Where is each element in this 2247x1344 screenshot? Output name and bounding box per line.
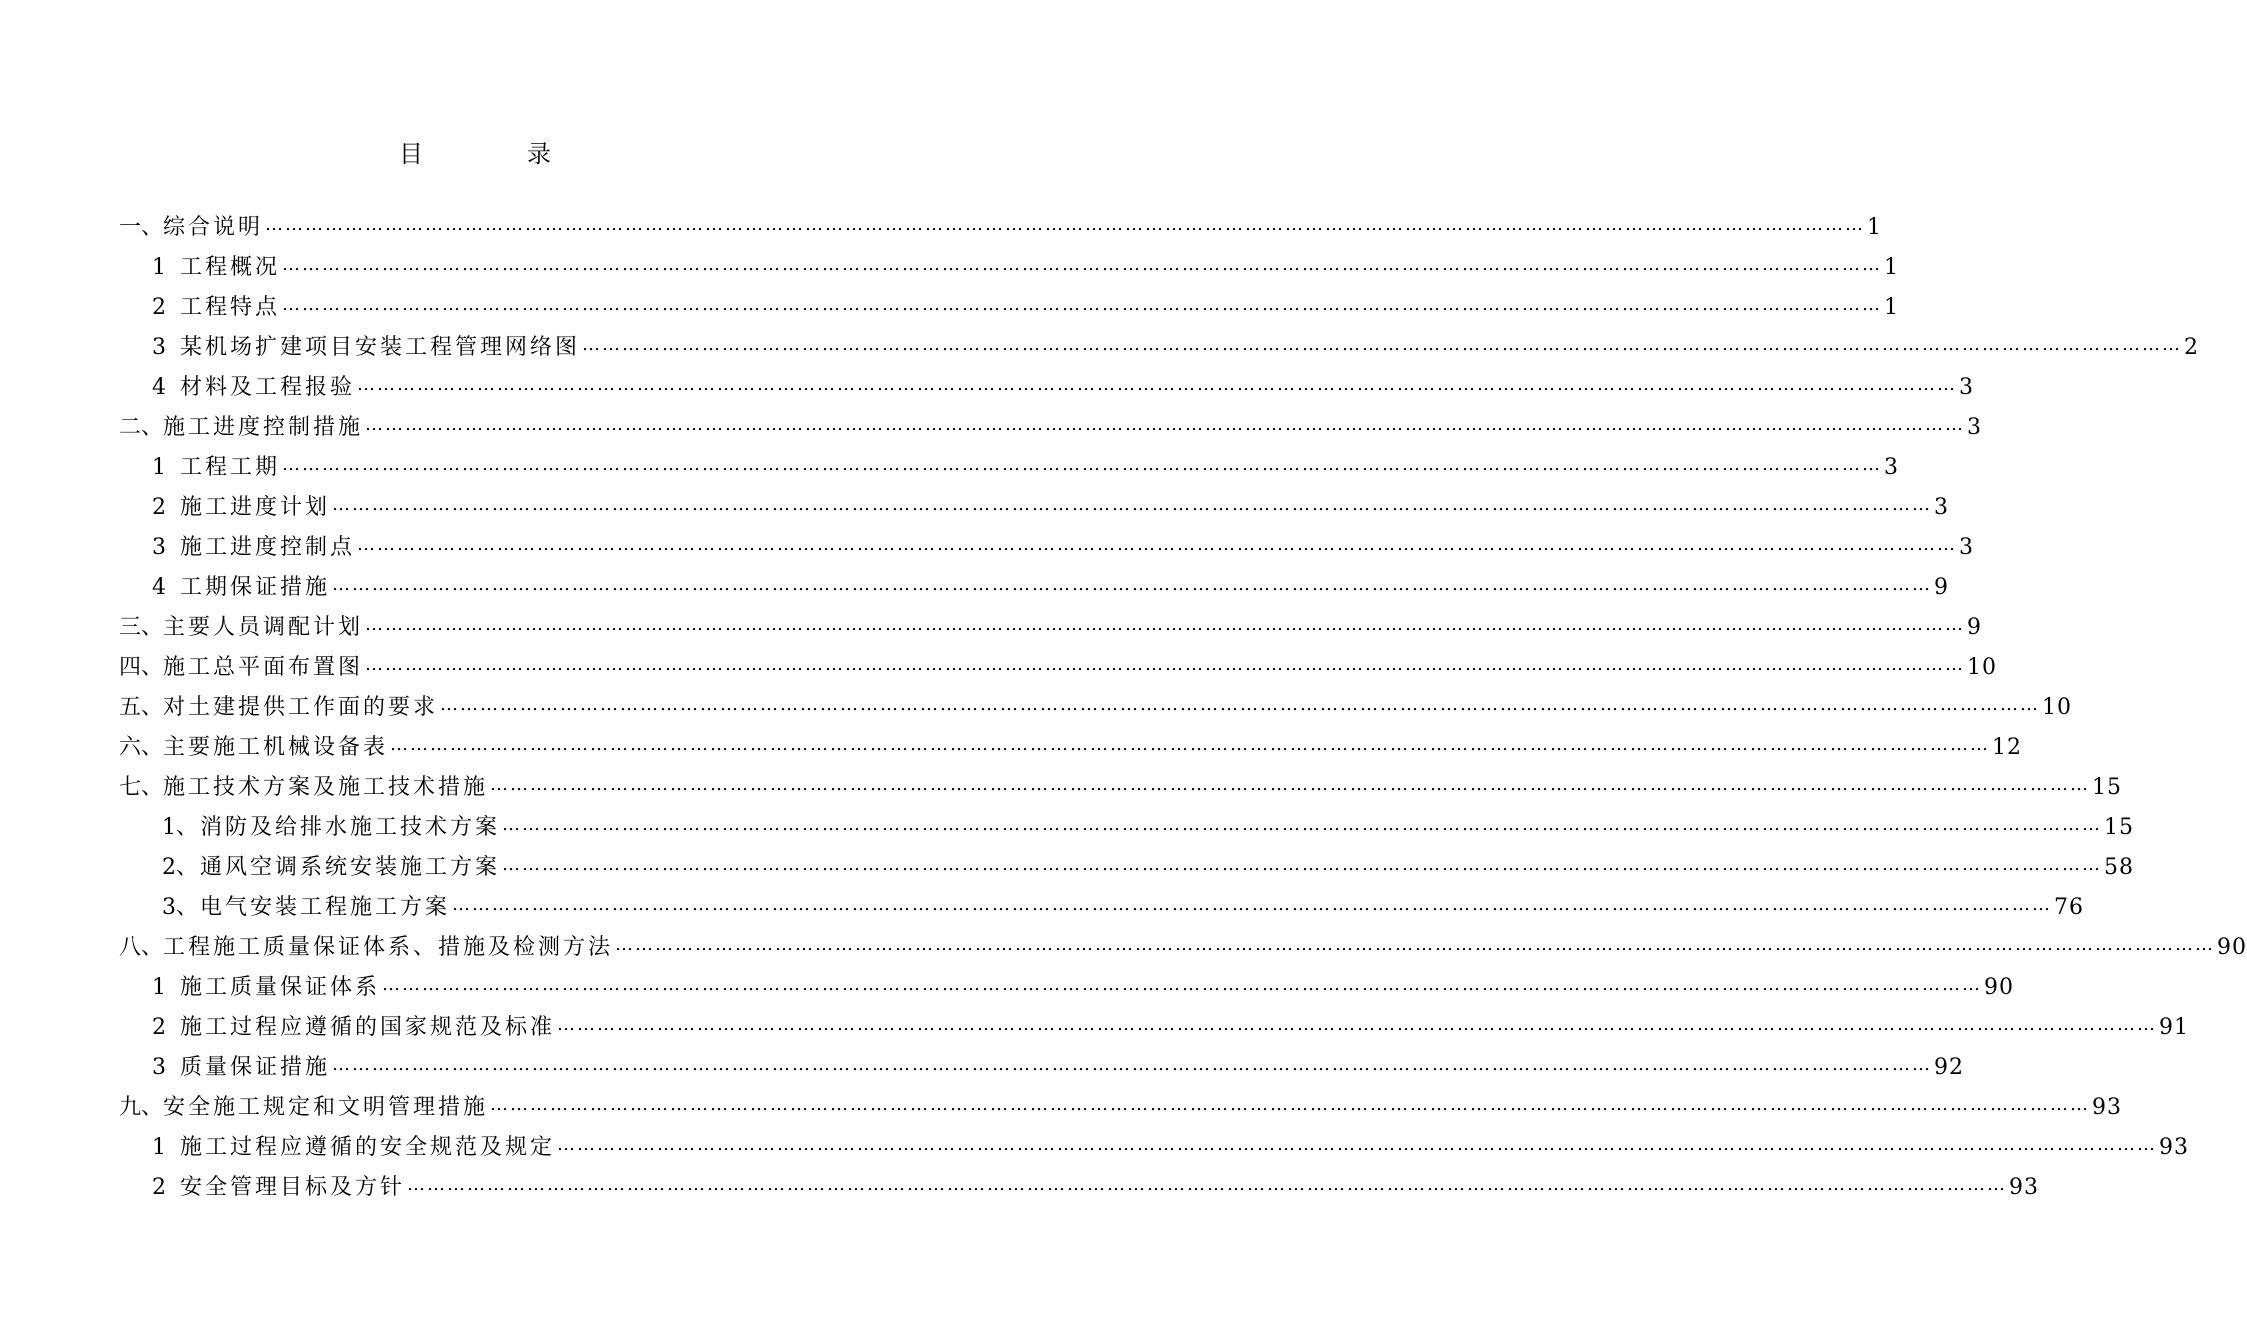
- toc-entry[interactable]: [119, 772, 2123, 804]
- toc-entry-title: 工期保证措施: [180, 575, 331, 600]
- toc-dot-leader: ……………………………………………………………………………………………………………………………………………………………………………………………………………………: [490, 774, 2091, 795]
- toc-dot-leader: ……………………………………………………………………………………………………………………………………………………………………………………………………………………: [282, 454, 1883, 475]
- toc-entry-page-number: 1: [1867, 215, 1883, 240]
- toc-entry-title: 工程概况: [180, 255, 281, 280]
- toc-entry-number: 2、: [162, 855, 198, 880]
- toc-entry-number: 六、: [119, 735, 164, 760]
- toc-entry-page-number: 76: [2054, 895, 2085, 920]
- toc-entry-page-number: 9: [1967, 615, 1983, 640]
- toc-entry-title: 施工过程应遵循的安全规范及规定: [180, 1135, 556, 1160]
- toc-dot-leader: ……………………………………………………………………………………………………………………………………………………………………………………………………………………: [332, 1054, 1933, 1075]
- toc-dot-leader: ……………………………………………………………………………………………………………………………………………………………………………………………………………………: [390, 734, 1991, 755]
- toc-entry-title: 工程施工质量保证体系、措施及检测方法: [163, 935, 614, 960]
- toc-entry-number: 四、: [119, 655, 164, 680]
- toc-dot-leader: ……………………………………………………………………………………………………………………………………………………………………………………………………………………: [382, 974, 1983, 995]
- toc-entry-page-number: 3: [1934, 495, 1950, 520]
- toc-entry-number: 1: [152, 1135, 166, 1160]
- toc-entry-title: 施工质量保证体系: [180, 975, 381, 1000]
- toc-entry-title: 工程工期: [180, 455, 281, 480]
- toc-entry-title: 施工总平面布置图: [163, 655, 364, 680]
- toc-entry[interactable]: [152, 492, 1950, 524]
- toc-entry-page-number: 3: [1967, 415, 1983, 440]
- toc-entry-page-number: 93: [2159, 1135, 2190, 1160]
- toc-entry[interactable]: [162, 892, 2085, 924]
- toc-entry-number: 三、: [119, 615, 164, 640]
- toc-entry-number: 3: [152, 535, 166, 560]
- toc-dot-leader: ……………………………………………………………………………………………………………………………………………………………………………………………………………………: [332, 494, 1933, 515]
- toc-entry-title: 主要施工机械设备表: [163, 735, 389, 760]
- toc-entry-number: 1: [152, 455, 166, 480]
- toc-entry-title: 质量保证措施: [180, 1055, 331, 1080]
- toc-dot-leader: ……………………………………………………………………………………………………………………………………………………………………………………………………………………: [582, 334, 2183, 355]
- toc-entry[interactable]: [152, 292, 1900, 324]
- toc-entry-page-number: 93: [2009, 1175, 2040, 1200]
- toc-dot-leader: ……………………………………………………………………………………………………………………………………………………………………………………………………………………: [502, 814, 2103, 835]
- toc-entry-page-number: 12: [1992, 735, 2023, 760]
- toc-entry-title: 施工技术方案及施工技术措施: [163, 775, 489, 800]
- toc-entry[interactable]: [119, 212, 1883, 244]
- toc-entry-title: 工程特点: [180, 295, 281, 320]
- toc-entry[interactable]: [119, 692, 2073, 724]
- toc-entry-page-number: 90: [1984, 975, 2015, 1000]
- toc-entry[interactable]: [152, 572, 1950, 604]
- toc-entry-number: 一、: [119, 215, 164, 240]
- toc-dot-leader: ……………………………………………………………………………………………………………………………………………………………………………………………………………………: [357, 534, 1958, 555]
- toc-entry[interactable]: [152, 332, 2200, 364]
- toc-entry-number: 2: [152, 1175, 166, 1200]
- toc-entry-number: 五、: [119, 695, 164, 720]
- toc-entry-title: 材料及工程报验: [180, 375, 356, 400]
- toc-entry[interactable]: [119, 1092, 2123, 1124]
- toc-dot-leader: ……………………………………………………………………………………………………………………………………………………………………………………………………………………: [502, 854, 2103, 875]
- toc-entry-number: 4: [152, 575, 166, 600]
- toc-dot-leader: ……………………………………………………………………………………………………………………………………………………………………………………………………………………: [265, 214, 1866, 235]
- toc-entry-page-number: 90: [2217, 935, 2247, 960]
- toc-entry-page-number: 58: [2104, 855, 2135, 880]
- toc-dot-leader: ……………………………………………………………………………………………………………………………………………………………………………………………………………………: [440, 694, 2041, 715]
- toc-entry-title: 综合说明: [163, 215, 264, 240]
- toc-entry-title: 某机场扩建项目安装工程管理网络图: [180, 335, 581, 360]
- toc-entry-page-number: 92: [1934, 1055, 1965, 1080]
- toc-entry-number: 1、: [162, 815, 198, 840]
- toc-entry-number: 八、: [119, 935, 164, 960]
- toc-entry-page-number: 91: [2159, 1015, 2190, 1040]
- toc-entry-page-number: 3: [1959, 535, 1975, 560]
- toc-entry-number: 3: [152, 335, 166, 360]
- toc-entry-title: 主要人员调配计划: [163, 615, 364, 640]
- toc-entry[interactable]: [152, 1012, 2190, 1044]
- toc-entry-page-number: 1: [1884, 255, 1900, 280]
- toc-dot-leader: ……………………………………………………………………………………………………………………………………………………………………………………………………………………: [332, 574, 1933, 595]
- toc-entry-page-number: 93: [2092, 1095, 2123, 1120]
- toc-entry-number: 九、: [119, 1095, 164, 1120]
- toc-dot-leader: ……………………………………………………………………………………………………………………………………………………………………………………………………………………: [365, 654, 1966, 675]
- toc-entry-title: 安全管理目标及方针: [180, 1175, 406, 1200]
- toc-entry-page-number: 15: [2092, 775, 2123, 800]
- toc-entry-title: 施工进度控制点: [180, 535, 356, 560]
- toc-entry-page-number: 10: [1967, 655, 1998, 680]
- toc-entry-title: 电气安装工程施工方案: [200, 895, 451, 920]
- toc-entry[interactable]: [162, 852, 2135, 884]
- toc-dot-leader: ……………………………………………………………………………………………………………………………………………………………………………………………………………………: [282, 294, 1883, 315]
- toc-dot-leader: ……………………………………………………………………………………………………………………………………………………………………………………………………………………: [357, 374, 1958, 395]
- toc-entry[interactable]: [119, 932, 2247, 964]
- toc-entry-title: 安全施工规定和文明管理措施: [163, 1095, 489, 1120]
- toc-entry-page-number: 3: [1884, 455, 1900, 480]
- toc-dot-leader: ……………………………………………………………………………………………………………………………………………………………………………………………………………………: [452, 894, 2053, 915]
- toc-title: 目 录: [399, 140, 591, 168]
- toc-entry[interactable]: [152, 252, 1900, 284]
- toc-entry-page-number: 3: [1959, 375, 1975, 400]
- toc-dot-leader: ……………………………………………………………………………………………………………………………………………………………………………………………………………………: [282, 254, 1883, 275]
- toc-entry[interactable]: [119, 612, 1983, 644]
- toc-dot-leader: ……………………………………………………………………………………………………………………………………………………………………………………………………………………: [365, 414, 1966, 435]
- toc-entry-number: 1: [152, 255, 166, 280]
- toc-entry-number: 3、: [162, 895, 198, 920]
- toc-dot-leader: ……………………………………………………………………………………………………………………………………………………………………………………………………………………: [490, 1094, 2091, 1115]
- toc-entry-title: 施工进度控制措施: [163, 415, 364, 440]
- toc-dot-leader: ……………………………………………………………………………………………………………………………………………………………………………………………………………………: [557, 1134, 2158, 1155]
- toc-entry[interactable]: [152, 1052, 1965, 1084]
- toc-entry[interactable]: [152, 1172, 2040, 1204]
- toc-entry-number: 2: [152, 495, 166, 520]
- toc-dot-leader: ……………………………………………………………………………………………………………………………………………………………………………………………………………………: [365, 614, 1966, 635]
- toc-entry-number: 4: [152, 375, 166, 400]
- toc-dot-leader: ……………………………………………………………………………………………………………………………………………………………………………………………………………………: [557, 1014, 2158, 1035]
- toc-dot-leader: ……………………………………………………………………………………………………………………………………………………………………………………………………………………: [407, 1174, 2008, 1195]
- toc-entry[interactable]: [119, 652, 1998, 684]
- toc-entry[interactable]: [162, 812, 2135, 844]
- toc-entry[interactable]: [152, 532, 1975, 564]
- toc-entry[interactable]: [152, 452, 1900, 484]
- toc-entry-number: 3: [152, 1055, 166, 1080]
- toc-entry-title: 施工过程应遵循的国家规范及标准: [180, 1015, 556, 1040]
- toc-entry-number: 七、: [119, 775, 164, 800]
- toc-dot-leader: ……………………………………………………………………………………………………………………………………………………………………………………………………………………: [615, 934, 2216, 955]
- toc-entry-title: 通风空调系统安装施工方案: [200, 855, 501, 880]
- toc-entry[interactable]: [152, 1132, 2190, 1164]
- toc-entry[interactable]: [119, 732, 2023, 764]
- toc-entry-number: 2: [152, 1015, 166, 1040]
- toc-entry-page-number: 10: [2042, 695, 2073, 720]
- toc-entry-number: 2: [152, 295, 166, 320]
- toc-entry-page-number: 9: [1934, 575, 1950, 600]
- toc-entry[interactable]: [152, 372, 1975, 404]
- toc-entry-page-number: 1: [1884, 295, 1900, 320]
- toc-entry[interactable]: [152, 972, 2015, 1004]
- toc-entry-title: 对土建提供工作面的要求: [163, 695, 439, 720]
- toc-entry-title: 施工进度计划: [180, 495, 331, 520]
- toc-entry[interactable]: [119, 412, 1983, 444]
- toc-entry-number: 1: [152, 975, 166, 1000]
- toc-entry-title: 消防及给排水施工技术方案: [200, 815, 501, 840]
- toc-entry-page-number: 2: [2184, 335, 2200, 360]
- toc-entry-number: 二、: [119, 415, 164, 440]
- toc-entry-page-number: 15: [2104, 815, 2135, 840]
